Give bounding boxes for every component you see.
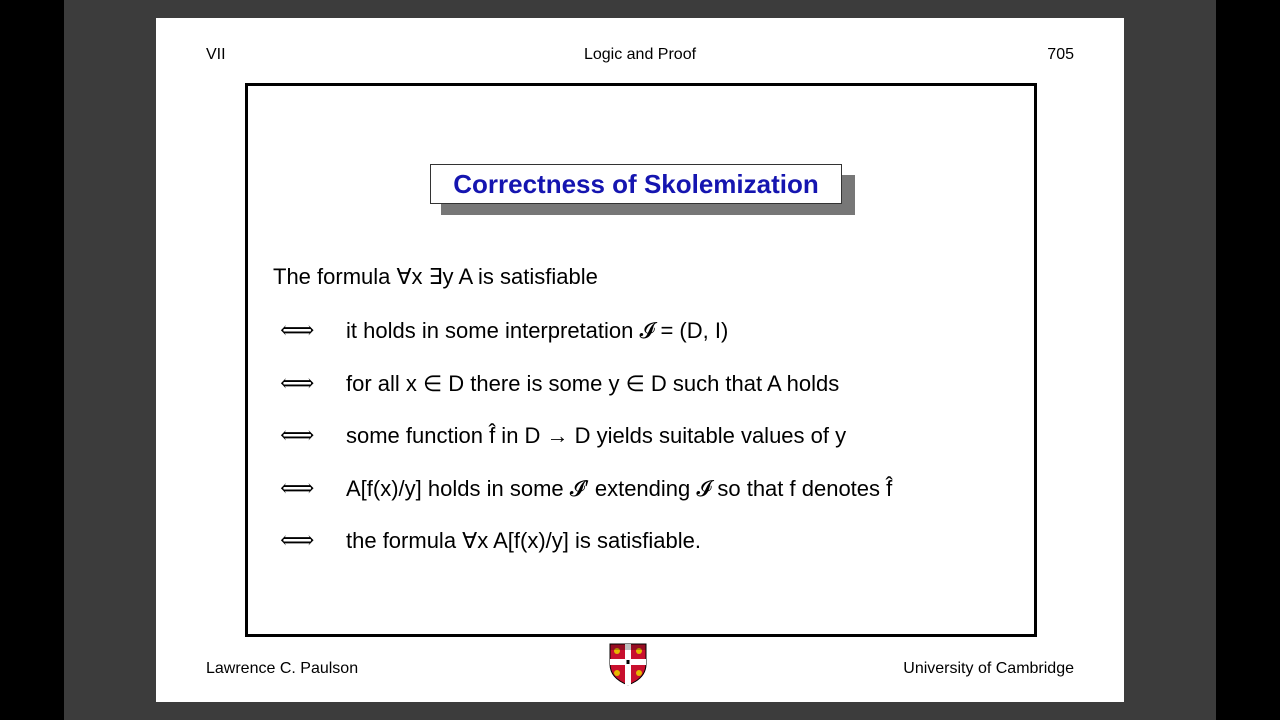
iff-icon: ⟺ bbox=[280, 369, 315, 397]
statement-line bbox=[273, 264, 598, 290]
slide-frame bbox=[245, 83, 1037, 637]
equivalence-line bbox=[280, 526, 701, 554]
equivalence-text: A[f(x)/y] holds in some 𝓘′ extending 𝓘 so that f denotes f̂ bbox=[346, 476, 893, 501]
iff-icon: ⟺ bbox=[280, 316, 315, 344]
iff-icon: ⟺ bbox=[280, 421, 315, 449]
statement-text: The formula ∀x ∃y A is satisfiable bbox=[273, 264, 598, 289]
institution-name: University of Cambridge bbox=[903, 660, 1074, 677]
iff-icon: ⟺ bbox=[280, 474, 315, 502]
equivalence-text: it holds in some interpretation 𝓘 = (D, I) bbox=[346, 318, 729, 343]
equivalence-text: the formula ∀x A[f(x)/y] is satisfiable. bbox=[346, 528, 701, 553]
left-border-bar bbox=[64, 0, 156, 720]
slide-title-box bbox=[430, 164, 842, 204]
bottom-border-bar bbox=[156, 702, 1124, 720]
top-border-bar bbox=[156, 0, 1124, 18]
equivalence-line bbox=[280, 369, 839, 397]
iff-icon: ⟺ bbox=[280, 526, 315, 554]
author-name: Lawrence C. Paulson bbox=[206, 660, 359, 677]
course-title: Logic and Proof bbox=[583, 46, 697, 63]
equivalence-line bbox=[280, 421, 846, 449]
slide-title: Correctness of Skolemization bbox=[430, 164, 842, 204]
page-number: 705 bbox=[1047, 46, 1074, 63]
section-label: VII bbox=[206, 46, 226, 63]
cambridge-crest-icon bbox=[608, 642, 648, 686]
equivalence-text: some function f̂ in D → D yields suitable values of y bbox=[346, 423, 847, 448]
equivalence-line bbox=[280, 316, 728, 344]
equivalence-line bbox=[280, 474, 892, 502]
slide-page bbox=[156, 18, 1124, 702]
right-border-bar bbox=[1124, 0, 1216, 720]
equivalence-text: for all x ∈ D there is some y ∈ D such that A holds bbox=[346, 371, 840, 396]
